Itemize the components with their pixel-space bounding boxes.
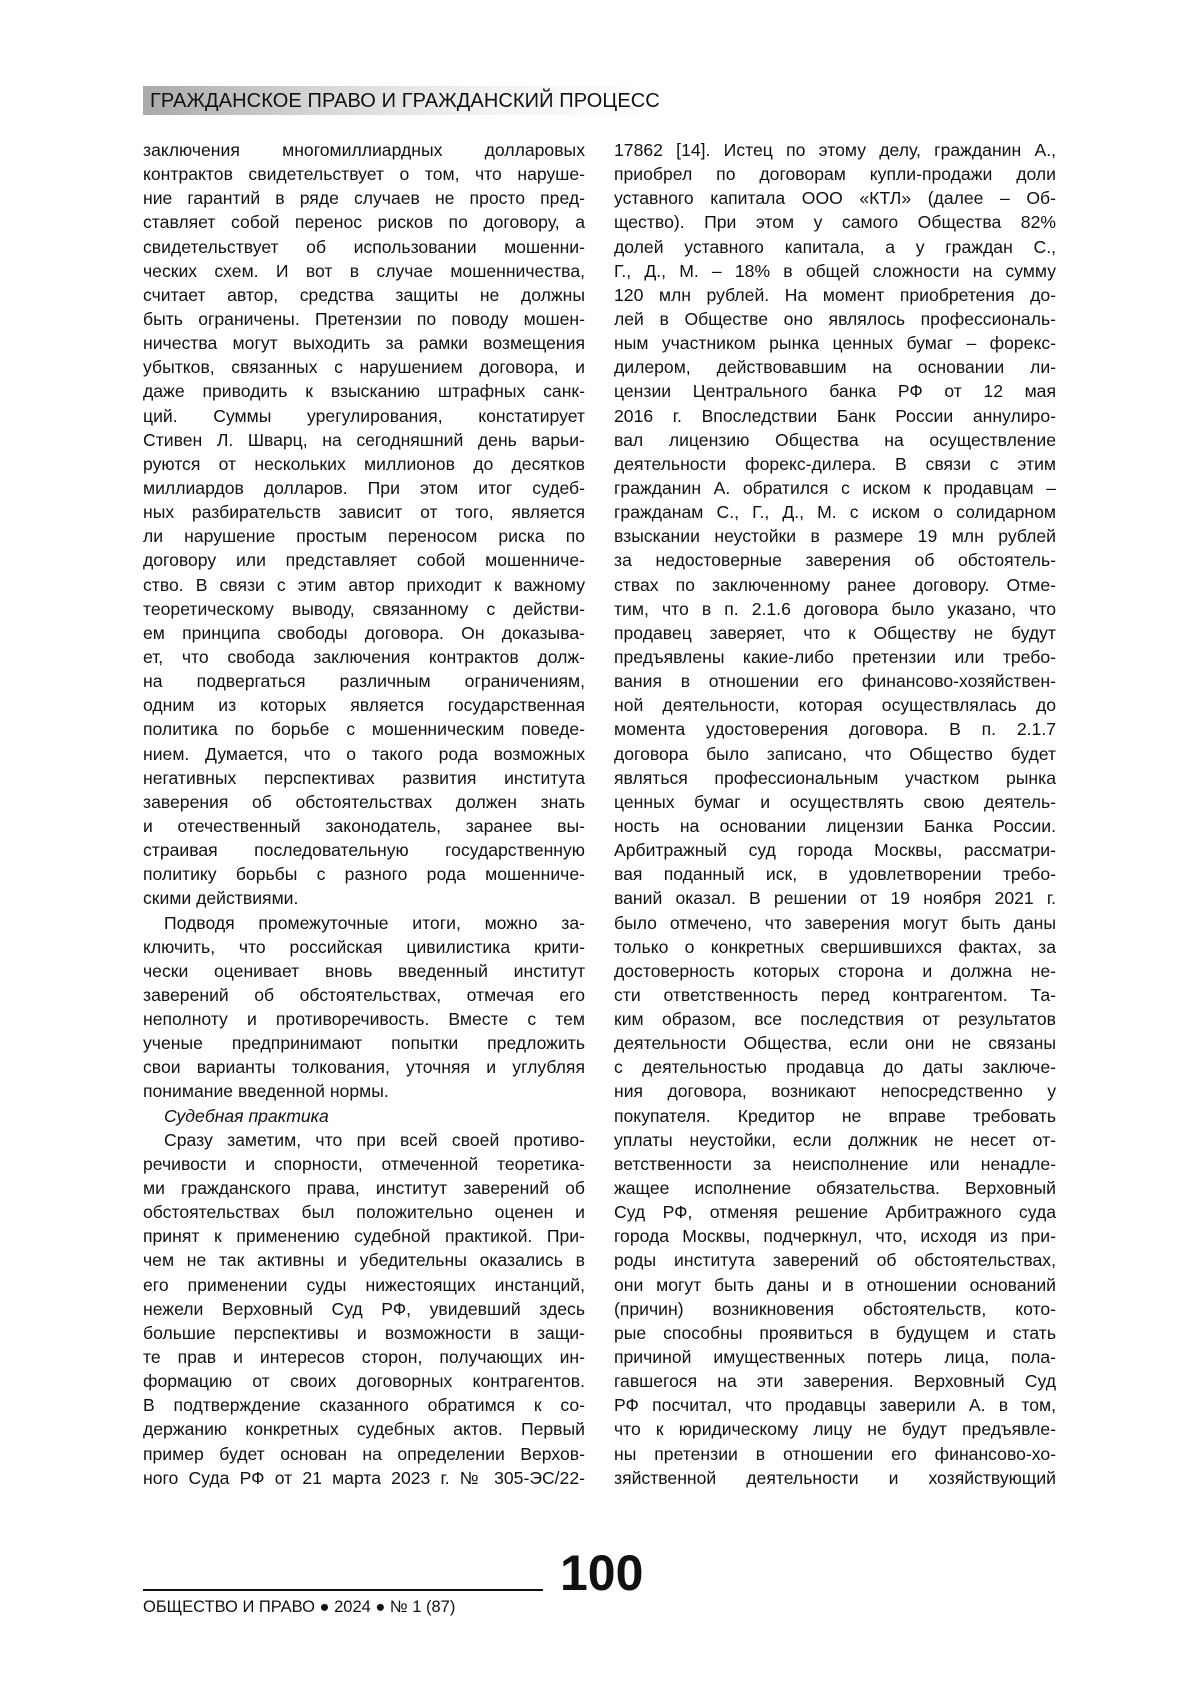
left-text-column — [143, 138, 585, 1490]
text-line: сти ответственность перед контрагентом. Та- — [614, 983, 1056, 1007]
text-line: они могут быть даны и в отношении оснований — [614, 1273, 1056, 1297]
text-line: ветственности за неисполнение или ненадле- — [614, 1152, 1056, 1176]
text-line: чем не так активны и убедительны оказались в — [143, 1248, 585, 1272]
text-line: продавец заверяет, что к Обществу не будут — [614, 621, 1056, 645]
text-line: даже приводить к взысканию штрафных санк- — [143, 379, 585, 403]
text-line: ной деятельности, которая осуществлялась до — [614, 693, 1056, 717]
text-line: деятельности Общества, если они не связаны — [614, 1031, 1056, 1055]
text-line: ния договора, возникают непосредственно у — [614, 1079, 1056, 1103]
text-line: большие перспективы и возможности в защи- — [143, 1321, 585, 1345]
text-line: достоверность которых сторона и должна не- — [614, 959, 1056, 983]
text-line: было отмечено, что заверения могут быть даны — [614, 911, 1056, 935]
text-line: покупателя. Кредитор не вправе требовать — [614, 1104, 1056, 1128]
text-line: ние гарантий в ряде случаев не просто пред- — [143, 186, 585, 210]
text-line: Стивен Л. Шварц, на сегодняшний день варьи- — [143, 428, 585, 452]
text-line: уставного капитала ООО «КТЛ» (далее – Об- — [614, 186, 1056, 210]
text-line: гражданам С., Г., Д., М. с иском о солидарном — [614, 500, 1056, 524]
text-line: на подвергаться различным ограничениям, — [143, 669, 585, 693]
text-line: рые способны проявиться в будущем и стать — [614, 1321, 1056, 1345]
text-line: уплаты неустойки, если должник не несет от- — [614, 1128, 1056, 1152]
text-line: ким образом, все последствия от результатов — [614, 1007, 1056, 1031]
text-line: с деятельностью продавца до даты заключе- — [614, 1055, 1056, 1079]
text-line: ставляет собой перенос рисков по договору, а — [143, 210, 585, 234]
text-line: нежели Верховный Суд РФ, увидевший здесь — [143, 1297, 585, 1321]
text-line: 120 млн рублей. На момент приобретения до- — [614, 283, 1056, 307]
text-line: Сразу заметим, что при всей своей противо- — [143, 1128, 585, 1152]
text-line: пример будет основан на определении Верхов- — [143, 1442, 585, 1466]
text-line: политику борьбы с разного рода мошенниче- — [143, 862, 585, 886]
section-title: ГРАЖДАНСКОЕ ПРАВО И ГРАЖДАНСКИЙ ПРОЦЕСС — [150, 88, 660, 114]
text-line: неполноту и противоречивость. Вместе с тем — [143, 1007, 585, 1031]
text-line: Суд РФ, отменяя решение Арбитражного суда — [614, 1200, 1056, 1224]
text-line: цензии Центрального банка РФ от 12 мая — [614, 379, 1056, 403]
text-line: являться профессиональным участком рынка — [614, 766, 1056, 790]
text-line: ет, что свобода заключения контрактов долж- — [143, 645, 585, 669]
text-line: ми гражданского права, институт заверений об — [143, 1176, 585, 1200]
text-line: чески оценивает вновь введенный институт — [143, 959, 585, 983]
text-line: Подводя промежуточные итоги, можно за- — [143, 911, 585, 935]
text-line: ны претензии в отношении его финансово-хо- — [614, 1442, 1056, 1466]
text-line: приобрел по договорам купли-продажи доли — [614, 162, 1056, 186]
text-line: негативных перспективах развития института — [143, 766, 585, 790]
page-number: 100 — [560, 1546, 643, 1600]
section-subheading: Судебная практика — [143, 1104, 585, 1128]
text-line: только о конкретных свершившихся фактах, за — [614, 935, 1056, 959]
text-line: взыскании неустойки в размере 19 млн рублей — [614, 524, 1056, 548]
text-line: жащее исполнение обязательства. Верховный — [614, 1176, 1056, 1200]
text-line: за недостоверные заверения об обстоятель- — [614, 548, 1056, 572]
journal-issue: ОБЩЕСТВО И ПРАВО ● 2024 ● № 1 (87) — [143, 1597, 455, 1617]
text-line: ность на основании лицензии Банка России. — [614, 814, 1056, 838]
text-line: вания в отношении его финансово-хозяйствен- — [614, 669, 1056, 693]
text-line: договора было записано, что Общество будет — [614, 742, 1056, 766]
text-line: быть ограничены. Претензии по поводу мошен- — [143, 307, 585, 331]
text-line: одним из которых является государственная — [143, 693, 585, 717]
text-line: миллиардов долларов. При этом итог судеб- — [143, 476, 585, 500]
text-line: ций. Суммы урегулирования, констатирует — [143, 404, 585, 428]
text-line: ного Суда РФ от 21 марта 2023 г. № 305-ЭС/22- — [143, 1466, 585, 1490]
text-line: договору или представляет собой мошенниче- — [143, 548, 585, 572]
text-line: ство. В связи с этим автор приходит к важному — [143, 573, 585, 597]
text-line: свидетельствует об использовании мошенни- — [143, 235, 585, 259]
text-line: считает автор, средства защиты не должны — [143, 283, 585, 307]
text-line: держанию конкретных судебных актов. Первый — [143, 1417, 585, 1441]
text-line: заверения об обстоятельствах должен знать — [143, 790, 585, 814]
text-line: вал лицензию Общества на осуществление — [614, 428, 1056, 452]
text-line: зяйственной деятельности и хозяйствующий — [614, 1466, 1056, 1490]
text-line: вая поданный иск, в удовлетворении требо- — [614, 862, 1056, 886]
text-line: момента удостоверения договора. В п. 2.1.7 — [614, 717, 1056, 741]
text-line: ученые предпринимают попытки предложить — [143, 1031, 585, 1055]
text-line: ных разбирательств зависит от того, является — [143, 500, 585, 524]
right-text-column — [614, 138, 1056, 1490]
text-line: долей уставного капитала, а у граждан С., — [614, 235, 1056, 259]
text-line: речивости и спорности, отмеченной теоретика- — [143, 1152, 585, 1176]
text-line: принят к применению судебной практикой. При- — [143, 1224, 585, 1248]
text-line: (причин) возникновения обстоятельств, кото- — [614, 1297, 1056, 1321]
text-line: ключить, что российская цивилистика крити- — [143, 935, 585, 959]
text-line: теоретическому выводу, связанному с действи- — [143, 597, 585, 621]
text-line: страивая последовательную государственную — [143, 838, 585, 862]
text-line: его применении суды нижестоящих инстанций, — [143, 1273, 585, 1297]
text-line: Арбитражный суд города Москвы, рассматри- — [614, 838, 1056, 862]
text-line: политика по борьбе с мошенническим поведе- — [143, 717, 585, 741]
text-line: гавшегося на эти заверения. Верховный Суд — [614, 1369, 1056, 1393]
text-line: и отечественный законодатель, заранее вы- — [143, 814, 585, 838]
text-line: руются от нескольких миллионов до десятков — [143, 452, 585, 476]
text-line: формацию от своих договорных контрагентов. — [143, 1369, 585, 1393]
text-line: свои варианты толкования, уточняя и углубляя — [143, 1055, 585, 1079]
text-line: ем принципа свободы договора. Он доказыва- — [143, 621, 585, 645]
text-line: лей в Обществе оно являлось профессиональ- — [614, 307, 1056, 331]
text-line: ценных бумаг и осуществлять свою деятель- — [614, 790, 1056, 814]
text-line: убытков, связанных с нарушением договора, и — [143, 355, 585, 379]
text-line: контрактов свидетельствует о том, что наруше- — [143, 162, 585, 186]
text-line: 17862 [14]. Истец по этому делу, гражданин А., — [614, 138, 1056, 162]
text-line: те прав и интересов сторон, получающих ин- — [143, 1345, 585, 1369]
text-line: ствах по заключенному ранее договору. Отме- — [614, 573, 1056, 597]
text-line: понимание введенной нормы. — [143, 1079, 585, 1103]
text-line: щество). При этом у самого Общества 82% — [614, 210, 1056, 234]
text-line: города Москвы, подчеркнул, что, исходя из при- — [614, 1224, 1056, 1248]
text-line: предъявлены какие-либо претензии или требо- — [614, 645, 1056, 669]
text-line: нием. Думается, что о такого рода возможных — [143, 742, 585, 766]
text-line: РФ посчитал, что продавцы заверили А. в том, — [614, 1393, 1056, 1417]
text-line: ческих схем. И вот в случае мошенничества, — [143, 259, 585, 283]
footer-divider — [143, 1589, 543, 1591]
text-line: ничества могут выходить за рамки возмещения — [143, 331, 585, 355]
text-line: 2016 г. Впоследствии Банк России аннулиро- — [614, 404, 1056, 428]
text-line: тим, что в п. 2.1.6 договора было указано, что — [614, 597, 1056, 621]
text-line: обстоятельствах был положительно оценен и — [143, 1200, 585, 1224]
text-line: причиной имущественных потерь лица, пола- — [614, 1345, 1056, 1369]
text-line: заверений об обстоятельствах, отмечая его — [143, 983, 585, 1007]
text-line: роды института заверений об обстоятельствах, — [614, 1248, 1056, 1272]
text-line: ли нарушение простым переносом риска по — [143, 524, 585, 548]
text-line: заключения многомиллиардных долларовых — [143, 138, 585, 162]
text-line: гражданин А. обратился с иском к продавцам – — [614, 476, 1056, 500]
text-line: ваний оказал. В решении от 19 ноября 2021 г. — [614, 886, 1056, 910]
text-line: что к юридическому лицу не будут предъявле- — [614, 1417, 1056, 1441]
text-line: дилером, действовавшим на основании ли- — [614, 355, 1056, 379]
text-line: ным участником рынка ценных бумаг – форекс- — [614, 331, 1056, 355]
text-line: В подтверждение сказанного обратимся к со- — [143, 1393, 585, 1417]
text-line: Г., Д., М. – 18% в общей сложности на сумму — [614, 259, 1056, 283]
text-line: деятельности форекс-дилера. В связи с этим — [614, 452, 1056, 476]
text-line: скими действиями. — [143, 886, 585, 910]
